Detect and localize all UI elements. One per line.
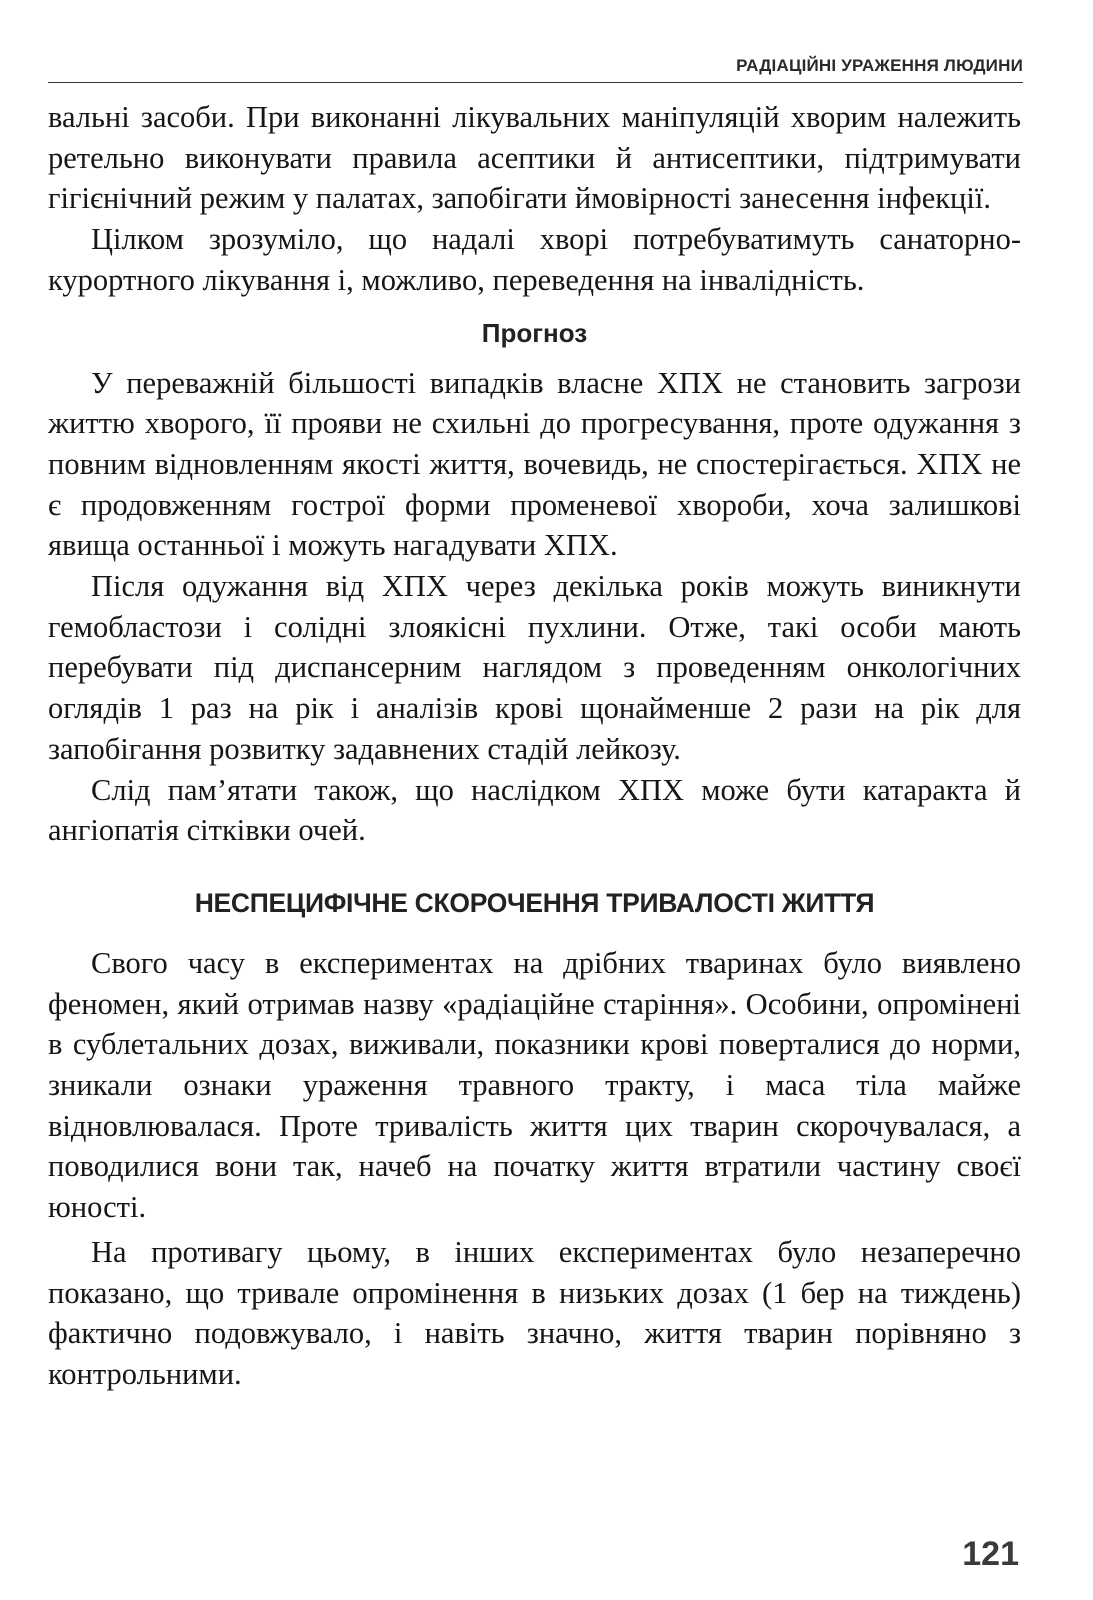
paragraph-followup: Після одужання від ХПХ через декілька років можуть виникнути гемобластози і солідні злоякісні пухлини. Отже, такі особи мають перебувати під диспансерним наглядом з проведенням онкологічних оглядів 1 раз на рік і аналізів крові щонайменше 2 рази на рік для запобігання розвитку задавнених стадій лейкозу. — [48, 569, 1021, 766]
paragraph-continuation: вальні засоби. При виконанні лікувальних маніпуляцій хворим належить ретельно виконувати правила асептики й антисептики, підтримувати гігієнічний режим у палатах, запобігати ймовірності занесення інфекції. — [48, 100, 1021, 216]
section-heading: НЕСПЕЦИФІЧНЕ СКОРОЧЕННЯ ТРИВАЛОСТІ ЖИТТЯ — [194, 887, 875, 918]
page-number: 121 — [962, 1535, 1019, 1573]
paragraph-cataract: Слід пам’ятати також, що наслідком ХПХ може бути катаракта й ангіопатія сітківки очей. — [48, 772, 1021, 848]
page-body — [48, 97, 1021, 1395]
subheading-prognosis: Прогноз — [481, 317, 588, 348]
running-header — [48, 48, 1023, 84]
paragraph-rehabilitation: Цілком зрозуміло, що надалі хворі потребуватимуть санаторно-курортного лікування і, можливо, переведення на інвалідність. — [48, 222, 1021, 297]
paragraph-low-dose: На противагу цьому, в інших експериментах було незаперечно показано, що тривале опромінення в низьких дозах (1 бер на тиждень) фактично подовжувало, і навіть значно, життя тварин порівняно з контрольними. — [48, 1234, 1021, 1391]
running-title: РАДІАЦІЙНІ УРАЖЕННЯ ЛЮДИНИ — [736, 56, 1023, 75]
header-rule — [48, 82, 1023, 83]
paragraph-prognosis: У переважній більшості випадків власне ХПХ не становить загрози життю хворого, її прояви не схильні до прогресування, проте одужання з повним відновленням якості життя, вочевидь, не спостерігається. ХПХ не є продовженням гострої форми променевої хвороби, хоча залишкові явища останньої і можуть нагадувати ХПХ. — [48, 365, 1021, 563]
paragraph-radiation-aging: Свого часу в експериментах на дрібних тваринах було виявлено феномен, який отримав назву «радіаційне старіння». Особини, опромінені в сублетальних дозах, виживали, показники крові поверталися до норми, зникали ознаки ураження травного тракту, і маса тіла майже відновлювалася. Проте тривалість життя цих тварин скорочувалася, а поводилися вони так, начеб на початку життя втратили частину своєї юності. — [48, 945, 1021, 1225]
